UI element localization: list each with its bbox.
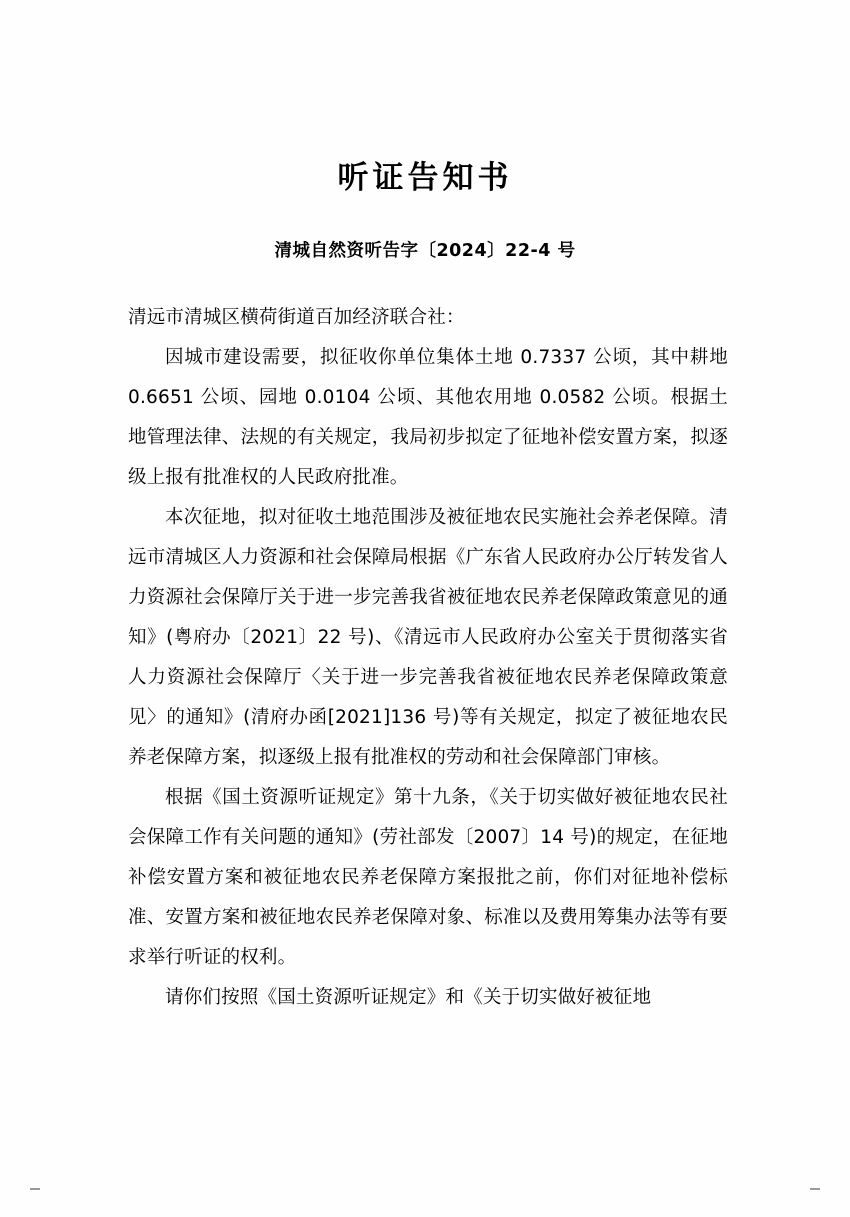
paragraph: 本次征地，拟对征收土地范围涉及被征地农民实施社会养老保障。清远市清城区人力资源和社会保障局根据《广东省人民政府办公厅转发省人力资源社会保障厅关于进一步完善我省被征地农民养老保障政策意见的通知》(粤府办〔2021〕22 号)、《清远市人民政府办公室关于贯彻落实省人力资源社会保障厅〈关于进一步完善我省被征地农民养老保障政策意见〉的通知》(清府办函[2021]136 号)等有关规定，拟定了被征地农民养老保障方案，拟逐级上报有批准权的劳动和社会保障部门审核。 <box>128 507 728 768</box>
document-number: 清城自然资听告字〔2024〕22-4 号 <box>274 241 576 261</box>
page-title: 听证告知书 <box>337 160 513 196</box>
document-body <box>0 298 850 1018</box>
crop-mark-right <box>810 1188 820 1190</box>
paragraph: 根据《国土资源听证规定》第十九条，《关于切实做好被征地农民社会保障工作有关问题的通知》(劳社部发〔2007〕14 号)的规定，在征地补偿安置方案和被征地农民养老保障方案报批之前，你们对征地补偿标准、安置方案和被征地农民养老保障对象、标准以及费用筹集办法等有要求举行听证的权利。 <box>128 787 728 968</box>
addressee-line: 清远市清城区横荷街道百加经济联合社： <box>128 307 465 328</box>
paragraph: 因城市建设需要，拟征收你单位集体土地 0.7337 公顷，其中耕地 0.6651 公顷、园地 0.0104 公顷、其他农用地 0.0582 公顷。根据土地管理法律、法规的有关规定，我局初步拟定了征地补偿安置方案，拟逐级上报有批准权的人民政府批准。 <box>128 347 728 488</box>
paragraph: 请你们按照《国土资源听证规定》和《关于切实做好被征地 <box>165 987 652 1008</box>
crop-mark-left <box>30 1188 40 1190</box>
